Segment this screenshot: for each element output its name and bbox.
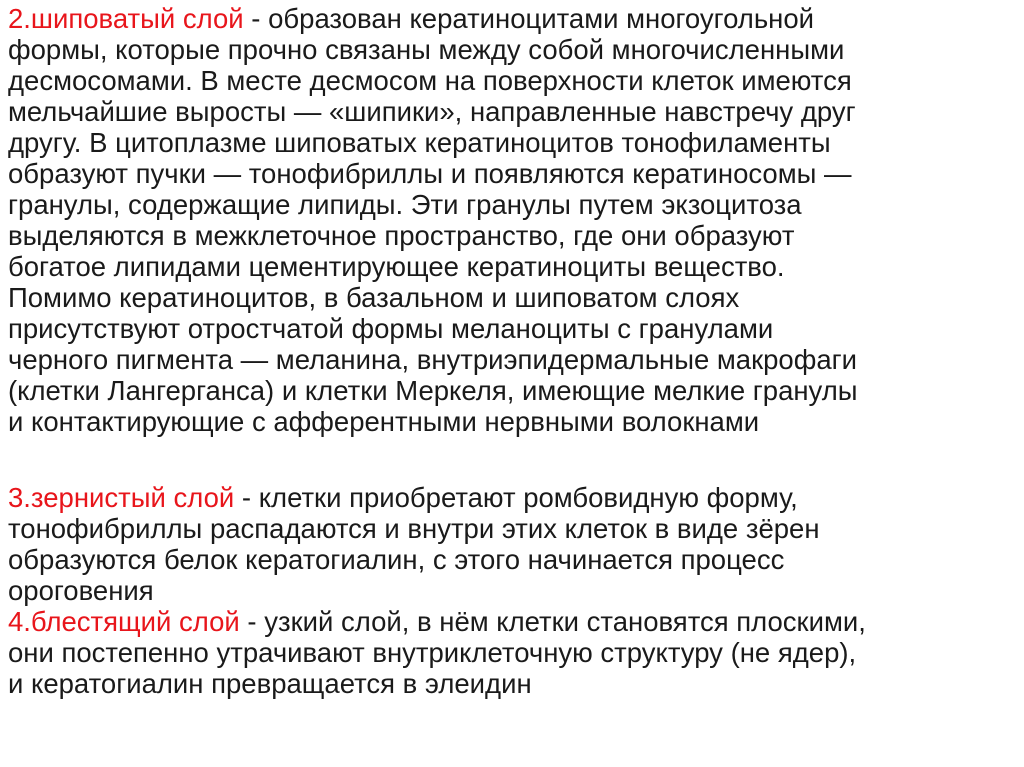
paragraph-line: тонофибриллы распадаются и внутри этих клеток в виде зёрен <box>8 513 820 544</box>
paragraph-line <box>8 606 1008 637</box>
paragraph-line: гранулы, содержащие липиды. Эти гранулы путем экзоцитоза <box>8 189 802 220</box>
paragraph-line: десмосомами. В месте десмосом на поверхности клеток имеются <box>8 65 852 96</box>
paragraph-line: черного пигмента — меланина, внутриэпидермальные макрофаги <box>8 344 858 375</box>
paragraph-line: богатое липидами цементирующее кератиноциты вещество. <box>8 251 785 282</box>
line-text: - узкий слой, в нём клетки становятся плоскими, <box>239 606 866 637</box>
paragraph-line <box>8 3 1008 34</box>
paragraph-line: присутствуют отростчатой формы меланоциты с гранулами <box>8 313 774 344</box>
lucid-layer-paragraph <box>8 606 1008 699</box>
granular-layer-paragraph <box>8 482 1008 606</box>
paragraph-line: Помимо кератиноцитов, в базальном и шиповатом слоях <box>8 282 740 313</box>
paragraph-line: выделяются в межклеточное пространство, где они образуют <box>8 220 795 251</box>
paragraph-line: формы, которые прочно связаны между собой многочисленными <box>8 34 845 65</box>
paragraph-line: мельчайшие выросты — «шипики», направленные навстречу друг <box>8 96 856 127</box>
paragraph-line: они постепенно утрачивают внутриклеточную структуру (не ядер), <box>8 637 857 668</box>
paragraph-line: ороговения <box>8 575 154 606</box>
layer-term: 2.шиповатый слой <box>8 3 244 34</box>
line-text: - образован кератиноцитами многоугольной <box>243 3 814 34</box>
line-text: - клетки приобретают ромбовидную форму, <box>234 482 798 513</box>
paragraph-line: и кератогиалин превращается в элеидин <box>8 668 532 699</box>
paragraph-line: (клетки Лангерганса) и клетки Меркеля, имеющие мелкие гранулы <box>8 375 858 406</box>
layer-term: 3.зернистый слой <box>8 482 235 513</box>
paragraph-line <box>8 482 1008 513</box>
paragraph-line: другу. В цитоплазме шиповатых кератиноцитов тонофиламенты <box>8 127 831 158</box>
paragraph-line: образуются белок кератогиалин, с этого начинается процесс <box>8 544 785 575</box>
paragraph-line: образуют пучки — тонофибриллы и появляются кератиносомы — <box>8 158 852 189</box>
spinous-layer-paragraph <box>8 3 1008 437</box>
paragraph-line: и контактирующие с афферентными нервными волокнами <box>8 406 760 437</box>
layer-term: 4.блестящий слой <box>8 606 240 637</box>
